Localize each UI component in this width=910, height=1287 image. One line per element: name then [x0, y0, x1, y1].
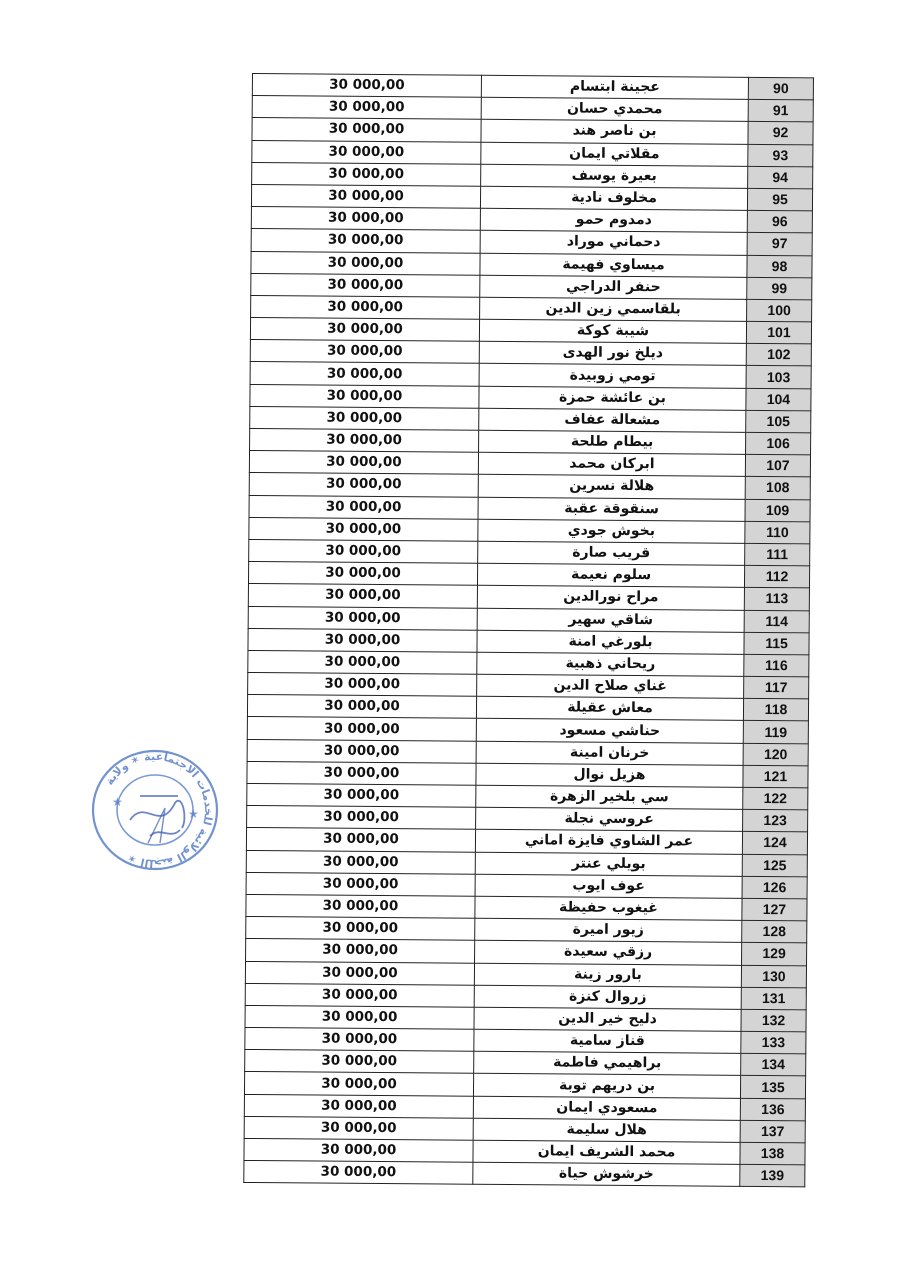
row-number-cell: 124 [742, 832, 807, 855]
name-cell: غناي صلاح الدين [477, 674, 744, 698]
amount-cell: 30 000,00 [250, 384, 479, 408]
row-number-cell: 94 [748, 166, 813, 189]
name-cell: بلقاسمي زين الدين [480, 297, 747, 321]
name-cell: بعيرة يوسف [481, 164, 748, 188]
name-cell: خرشوش حياة [473, 1162, 740, 1186]
amount-cell: 30 000,00 [250, 428, 479, 452]
name-cell: مراح نورالدين [477, 586, 744, 610]
svg-text:★: ★ [188, 807, 199, 821]
name-cell: مشعالة عفاف [479, 408, 746, 432]
row-number-cell: 138 [740, 1142, 805, 1165]
amount-cell: 30 000,00 [247, 739, 476, 763]
row-number-cell: 113 [744, 588, 809, 611]
name-cell: بن دريهم توبة [473, 1074, 740, 1098]
name-cell: ابركان محمد [478, 452, 745, 476]
row-number-cell: 105 [746, 410, 811, 433]
row-number-cell: 127 [742, 898, 807, 921]
row-number-cell: 132 [741, 1009, 806, 1032]
row-number-cell: 135 [740, 1076, 805, 1099]
name-cell: غيغوب حفيظة [475, 896, 742, 920]
name-cell: محمدي حسان [481, 97, 748, 121]
amount-cell: 30 000,00 [247, 783, 476, 807]
row-number-cell: 126 [742, 876, 807, 899]
row-number-cell: 120 [743, 743, 808, 766]
name-cell: رزقي سعيدة [475, 941, 742, 965]
beneficiary-table [243, 73, 814, 1188]
name-cell: هلالة نسرين [478, 475, 745, 499]
row-number-cell: 108 [745, 477, 810, 500]
row-number-cell: 115 [744, 632, 809, 655]
row-number-cell: 117 [744, 676, 809, 699]
svg-text:اللجنة الولائية للخدمات الاجتم: اللجنة الولائية للخدمات الاجتماعية ✶ ولاية ✶ [102, 749, 216, 871]
row-number-cell: 125 [742, 854, 807, 877]
name-cell: قناز سامية [474, 1029, 741, 1053]
amount-cell: 30 000,00 [249, 517, 478, 541]
amount-cell: 30 000,00 [246, 872, 475, 896]
row-number-cell: 134 [741, 1054, 806, 1077]
name-cell: بارور زينة [474, 963, 741, 987]
row-number-cell: 98 [747, 255, 812, 278]
amount-cell: 30 000,00 [252, 140, 481, 164]
row-number-cell: 111 [745, 543, 810, 566]
row-number-cell: 123 [743, 810, 808, 833]
row-number-cell: 121 [743, 765, 808, 788]
beneficiary-table-sheet [243, 73, 812, 1188]
row-number-cell: 104 [746, 388, 811, 411]
row-number-cell: 130 [741, 965, 806, 988]
amount-cell: 30 000,00 [252, 96, 481, 120]
amount-cell: 30 000,00 [248, 628, 477, 652]
amount-cell: 30 000,00 [248, 562, 477, 586]
name-cell: تومي زوبيدة [479, 364, 746, 388]
amount-cell: 30 000,00 [249, 539, 478, 563]
name-cell: قريب صارة [478, 541, 745, 565]
amount-cell: 30 000,00 [248, 673, 477, 697]
row-number-cell: 116 [744, 654, 809, 677]
row-number-cell: 95 [747, 188, 812, 211]
amount-cell: 30 000,00 [246, 828, 475, 852]
amount-cell: 30 000,00 [245, 961, 474, 985]
row-number-cell: 90 [748, 77, 813, 100]
name-cell: بويلي عنتر [475, 852, 742, 876]
row-number-cell: 112 [744, 566, 809, 589]
amount-cell: 30 000,00 [247, 717, 476, 741]
row-number-cell: 106 [746, 432, 811, 455]
amount-cell: 30 000,00 [245, 1005, 474, 1029]
name-cell: بلورغي امنة [477, 630, 744, 654]
amount-cell: 30 000,00 [244, 1138, 473, 1162]
amount-cell: 30 000,00 [251, 251, 480, 275]
row-number-cell: 137 [740, 1120, 805, 1143]
row-number-cell: 107 [745, 455, 810, 478]
amount-cell: 30 000,00 [252, 162, 481, 186]
name-cell: مخلوف نادية [480, 186, 747, 210]
amount-cell: 30 000,00 [251, 273, 480, 297]
name-cell: بن ناصر هند [481, 120, 748, 144]
row-number-cell: 97 [747, 233, 812, 256]
name-cell: براهيمي فاطمة [474, 1052, 741, 1076]
name-cell: دليح خير الدين [474, 1007, 741, 1031]
amount-cell: 30 000,00 [246, 850, 475, 874]
name-cell: دحماني موراد [480, 231, 747, 255]
name-cell: شيبة كوكة [479, 319, 746, 343]
amount-cell: 30 000,00 [252, 118, 481, 142]
row-number-cell: 92 [748, 122, 813, 145]
row-number-cell: 131 [741, 987, 806, 1010]
name-cell: حناشي مسعود [476, 719, 743, 743]
row-number-cell: 110 [745, 521, 810, 544]
amount-cell: 30 000,00 [251, 184, 480, 208]
name-cell: بخوش جودي [478, 519, 745, 543]
name-cell: بيطام طلحة [479, 430, 746, 454]
amount-cell: 30 000,00 [250, 362, 479, 386]
row-number-cell: 102 [746, 344, 811, 367]
svg-text:★: ★ [112, 795, 123, 809]
official-stamp [90, 748, 220, 872]
name-cell: عجينة ابتسام [481, 75, 748, 99]
name-cell: سلوم نعيمة [477, 563, 744, 587]
table-body [244, 74, 814, 1188]
row-number-cell: 101 [746, 321, 811, 344]
row-number-cell: 93 [748, 144, 813, 167]
row-number-cell: 128 [742, 920, 807, 943]
name-cell: ريحاني ذهبية [477, 652, 744, 676]
name-cell: مقلاتي ايمان [481, 142, 748, 166]
name-cell: ديلخ نور الهدى [479, 342, 746, 366]
amount-cell: 30 000,00 [247, 695, 476, 719]
stamp-seal-icon [90, 748, 220, 872]
amount-cell: 30 000,00 [244, 1094, 473, 1118]
amount-cell: 30 000,00 [251, 207, 480, 231]
name-cell: عوف ايوب [475, 874, 742, 898]
amount-cell: 30 000,00 [249, 495, 478, 519]
row-number-cell: 118 [743, 699, 808, 722]
amount-cell: 30 000,00 [248, 606, 477, 630]
amount-cell: 30 000,00 [247, 761, 476, 785]
row-number-cell: 99 [747, 277, 812, 300]
name-cell: حنفر الدراجي [480, 275, 747, 299]
amount-cell: 30 000,00 [250, 406, 479, 430]
name-cell: بن عائشة حمزة [479, 386, 746, 410]
name-cell: شاقي سهير [477, 608, 744, 632]
name-cell: عمر الشاوي فايزة اماني [475, 830, 742, 854]
name-cell: هلال سليمة [473, 1118, 740, 1142]
row-number-cell: 114 [744, 610, 809, 633]
amount-cell: 30 000,00 [248, 584, 477, 608]
name-cell: معاش عقيلة [476, 697, 743, 721]
amount-cell: 30 000,00 [250, 340, 479, 364]
amount-cell: 30 000,00 [245, 983, 474, 1007]
amount-cell: 30 000,00 [246, 917, 475, 941]
amount-cell: 30 000,00 [245, 1050, 474, 1074]
row-number-cell: 133 [741, 1031, 806, 1054]
row-number-cell: 119 [743, 721, 808, 744]
amount-cell: 30 000,00 [249, 473, 478, 497]
amount-cell: 30 000,00 [248, 650, 477, 674]
row-number-cell: 109 [745, 499, 810, 522]
name-cell: عروسي نجلة [476, 807, 743, 831]
row-number-cell: 103 [746, 366, 811, 389]
amount-cell: 30 000,00 [245, 1028, 474, 1052]
row-number-cell: 96 [747, 211, 812, 234]
name-cell: محمد الشريف ايمان [473, 1140, 740, 1164]
amount-cell: 30 000,00 [244, 1072, 473, 1096]
amount-cell: 30 000,00 [251, 295, 480, 319]
row-number-cell: 122 [743, 787, 808, 810]
row-number-cell: 139 [740, 1165, 805, 1188]
name-cell: مسعودي ايمان [473, 1096, 740, 1120]
row-number-cell: 129 [742, 943, 807, 966]
amount-cell: 30 000,00 [251, 229, 480, 253]
table-row [244, 1161, 805, 1188]
name-cell: دمدوم حمو [480, 208, 747, 232]
amount-cell: 30 000,00 [252, 74, 481, 98]
row-number-cell: 100 [747, 299, 812, 322]
name-cell: هزيل نوال [476, 763, 743, 787]
amount-cell: 30 000,00 [244, 1116, 473, 1140]
name-cell: سنقوقة عقبة [478, 497, 745, 521]
name-cell: زيور اميرة [475, 918, 742, 942]
name-cell: سي بلخير الزهرة [476, 785, 743, 809]
amount-cell: 30 000,00 [246, 894, 475, 918]
amount-cell: 30 000,00 [250, 318, 479, 342]
row-number-cell: 136 [740, 1098, 805, 1121]
name-cell: خرنان امينة [476, 741, 743, 765]
row-number-cell: 91 [748, 100, 813, 123]
name-cell: ميساوي فهيمة [480, 253, 747, 277]
name-cell: زروال كنزة [474, 985, 741, 1009]
amount-cell: 30 000,00 [246, 939, 475, 963]
amount-cell: 30 000,00 [249, 451, 478, 475]
amount-cell: 30 000,00 [244, 1161, 473, 1185]
amount-cell: 30 000,00 [247, 806, 476, 830]
